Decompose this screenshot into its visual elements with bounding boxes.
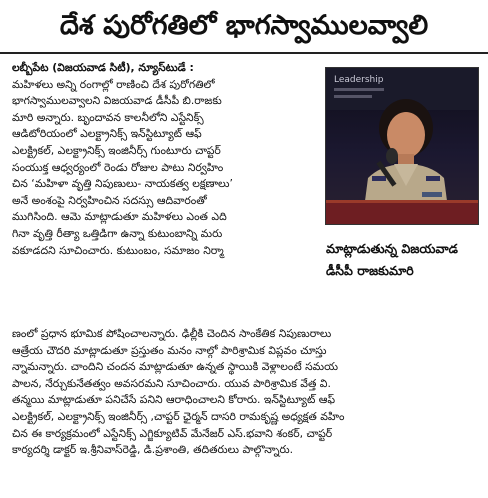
article-line: వకూడదని సూచించారు. కుటుంబం, సమాజం నిర్మా xyxy=(12,243,224,257)
dateline: లబ్బీపేట (విజయవాడ సిటీ), న్యూస్‌టుడే : xyxy=(12,61,194,74)
article-line: ఆత్రేయ చౌదరి మాట్లాడుతూ ప్రస్తుతం మనం నాల్గో పారిశ్రామిక విప్లవం చూస్తు xyxy=(12,343,327,357)
headline: దేశ పురోగతిలో భాగస్వాములవ్వాలి xyxy=(59,10,429,41)
article-line: న్నామన్నారు. చాందిని చందన మాట్లాడుతూ ఉన్నత స్థాయికి వెళ్లాలంటే సమయ xyxy=(12,360,338,374)
article-line: భాగస్వాములవ్వాలని విజయవాడ డీసీపీ బి.రాజకు xyxy=(12,94,222,108)
speaker-photo-illustration xyxy=(326,68,478,224)
article-line: కార్యదర్శి డాక్టర్ ఇ.శ్రీనివాస్‌రెడ్డి, డి.ప్రశాంతి, తదితరులు పాల్గొన్నారు. xyxy=(12,443,294,457)
article-line: ఎలక్ట్రికల్, ఎలక్ట్రానిక్స్ ఇంజినీర్స్ ,చాప్టర్ ఛైర్మన్ దాసరి రామకృష్ణ అధ్యక్షత వహిం xyxy=(12,409,345,423)
article-line: ముగిసింది. ఆమె మాట్లాడుతూ మహిళలు ఎంత ఎది xyxy=(12,210,227,224)
article-line: సంయుక్త ఆధ్వర్యంలో రెండు రోజుల పాటు నిర్వహిం xyxy=(12,160,224,174)
article-line: అనే అంశంపై నిర్వహించిన సదస్సు ఆదివారంతో xyxy=(12,193,207,207)
article-line: చిన ‘మహిళా వృత్తి నిపుణులు- నాయకత్వ లక్షణాలు’ xyxy=(12,177,233,191)
article-line: మహిళలు అన్ని రంగాల్లో రాణించి దేశ పురోగతిలో xyxy=(12,77,215,91)
article-line: మారి అన్నారు. బృందావన కాలనీలోని ఎస్టేనిక్స్ xyxy=(12,110,204,124)
article-line: చిన ఈ కార్యక్రమంలో ఎస్టేనిక్స్ ఎగ్జిక్యూటివ్ మేనేజర్ ఎస్.భవాని శంకర్, చాప్టర్ xyxy=(12,426,333,440)
headline-divider xyxy=(0,52,488,54)
caption-line: మాట్లాడుతున్న విజయవాడ xyxy=(326,241,458,256)
photo-banner-text: Leadership xyxy=(334,75,384,85)
article-line: ణంలో ప్రధాన భూమిక పోషించాలన్నారు. ఢిల్లీకి చెందిన సాంకేతిక నిపుణురాలు xyxy=(12,327,332,340)
speaker-photo xyxy=(325,67,479,225)
caption-line: డీసీపీ రాజకుమారి xyxy=(326,263,414,278)
article-continuation xyxy=(12,326,478,459)
article-line: పాలన, నేర్చుకునేతత్వం అవసరమని సూచించారు. యువ పారిశ్రామిక వేత్త వి. xyxy=(12,376,331,390)
photo-caption xyxy=(326,238,482,282)
article-line: గినా వృత్తి రీత్యా ఒత్తిడిగా ఉన్నా కుటుంబాన్ని మరు xyxy=(12,226,223,240)
article-line: తన్మయి మాట్లాడుతూ పనిచేసే పనిని ఆరాధించాలని కోరారు. ఇన్‌స్టిట్యూట్ ఆఫ్ xyxy=(12,393,336,407)
article-column xyxy=(12,60,317,259)
article-line: ఆడిటోరియంలో ఎలక్ట్రానిక్స్ ఇన్‌స్టిట్యూట్ ఆఫ్ xyxy=(12,127,202,141)
article-line: ఎలక్ట్రికల్, ఎలక్ట్రానిక్స్ ఇంజినీర్స్ గుంటూరు చాప్టర్ xyxy=(12,143,221,157)
